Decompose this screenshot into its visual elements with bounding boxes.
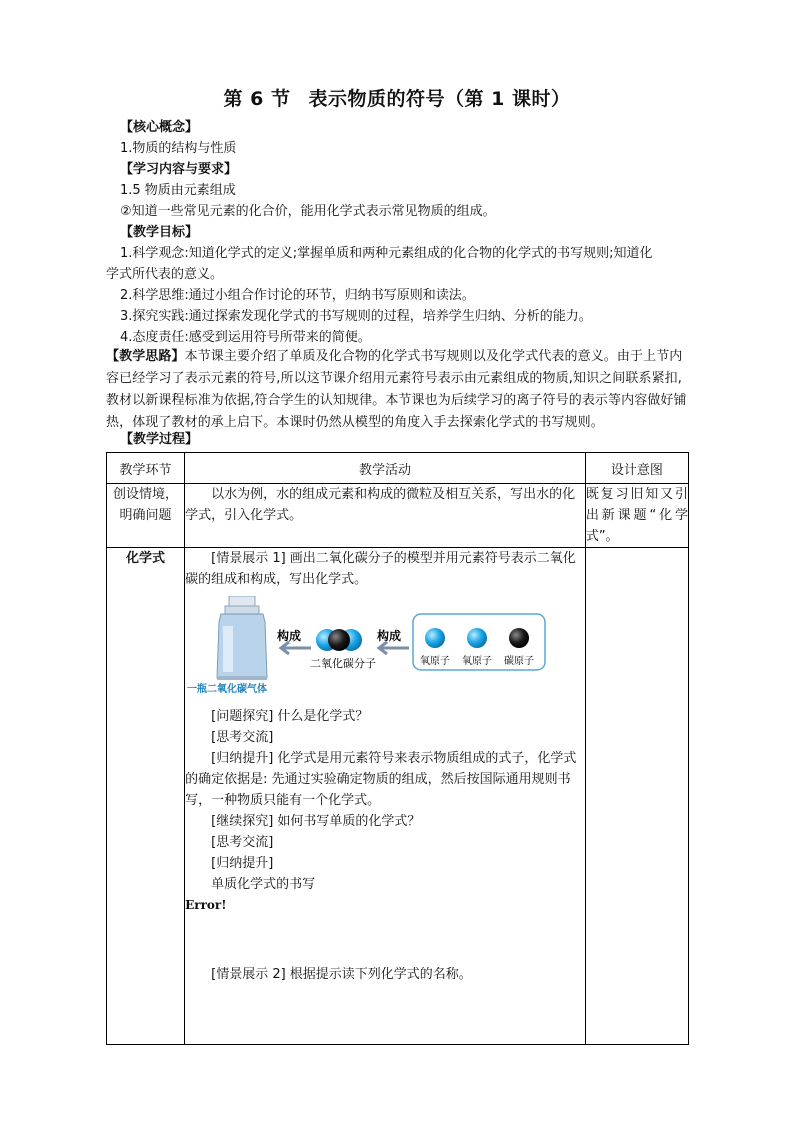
oxygen-atom-icon — [425, 628, 445, 648]
summary-2: [归纳提升] — [211, 856, 274, 871]
row2-intent — [585, 548, 688, 1045]
table-row — [107, 548, 689, 1045]
think-discuss-2: [思考交流] — [211, 835, 274, 850]
row2-stage: 化学式 — [107, 548, 185, 1045]
think-discuss-1: [思考交流] — [211, 730, 274, 745]
oxygen-atom-icon — [467, 628, 487, 648]
content-item-1: 1.5 物质由元素组成 — [120, 183, 236, 198]
arrow1-label: 构成 — [277, 629, 302, 643]
atom-label-carbon: 碳原子 — [504, 656, 535, 667]
molecule-carbon-atom — [328, 629, 350, 651]
scene-display-2: [情景展示 2] 根据提示读下列化学式的名称。 — [211, 967, 472, 982]
scene-display-1: [情景展示 1] 画出二氧化碳分子的模型并用元素符号表示二氧化碳的组成和构成，写出化学式。 — [185, 551, 576, 587]
goal-1b: 学式所代表的意义。 — [106, 267, 224, 282]
header-intent: 设计意图 — [585, 453, 688, 484]
goals-heading: 【教学目标】 — [120, 225, 199, 240]
goal-3: 3.探究实践:通过探索发现化学式的书写规则的过程，培养学生归纳、分析的能力。 — [120, 309, 592, 324]
co2-diagram — [185, 596, 585, 696]
elemental-formula-writing: 单质化学式的书写 — [211, 877, 316, 892]
gas-bottle-icon — [217, 596, 267, 680]
row2-activity — [185, 548, 586, 1045]
core-concept-heading: 【核心概念】 — [120, 120, 199, 135]
header-activity: 教学活动 — [185, 453, 586, 484]
goal-2: 2.科学思维:通过小组合作讨论的环节，归纳书写原则和读法。 — [120, 288, 475, 303]
bottle-caption: 一瓶二氧化碳气体 — [187, 684, 268, 695]
molecule-label: 二氧化碳分子 — [310, 657, 377, 670]
continue-explore: [继续探究] 如何书写单质的化学式？ — [211, 814, 421, 829]
arrow2-left-icon — [379, 642, 409, 654]
page-title: 第 6 节 表示物质的符号（第 1 课时） — [223, 88, 571, 110]
goal-4: 4.态度责任:感受到运用符号所带来的简便。 — [120, 330, 371, 345]
carbon-atom-icon — [509, 628, 529, 648]
arrow1-left-icon — [281, 642, 311, 654]
table-header-row — [107, 453, 689, 484]
co2-molecule-icon — [316, 629, 362, 651]
error-text: Error! — [185, 898, 227, 912]
co2-model-svg — [185, 596, 565, 696]
content-heading: 【学习内容与要求】 — [120, 162, 238, 177]
row1-stage: 创设情境，明确问题 — [107, 484, 185, 548]
arrow2-label: 构成 — [377, 629, 402, 643]
table-row — [107, 484, 689, 548]
core-concept-item: 1.物质的结构与性质 — [120, 141, 237, 156]
question-explore: [问题探究] 什么是化学式？ — [211, 709, 369, 724]
header-stage: 教学环节 — [107, 453, 185, 484]
atom-label-oxygen-1: 氧原子 — [420, 656, 451, 667]
row1-intent: 既复习旧知又引出新课题“化学式”。 — [585, 484, 688, 548]
teaching-thinking: 【教学思路】本节课主要介绍了单质及化合物的化学式书写规则以及化学式代表的意义。由于上节内容已经学习了表示元素的符号,所以这节课介绍用元素符号表示由元素组成的物质,知识之间联系紧扣,教材以新课程标准为依据,符合学生的认知规律。本节课也为后续学习的离子符号的表示等内容做好铺热，体现了教材的承上启下。本课时仍然从模型的角度入手去探索化学式的书写规则。 — [106, 349, 687, 430]
goal-1a: 1.科学观念:知道化学式的定义;掌握单质和两种元素组成的化合物的化学式的书写规则;知道化 — [120, 246, 653, 261]
atom-label-oxygen-2: 氧原子 — [462, 656, 493, 667]
row1-activity: 以水为例，水的组成元素和构成的微粒及相互关系，写出水的化学式，引入化学式。 — [185, 484, 586, 548]
process-heading: 【教学过程】 — [120, 432, 199, 447]
teaching-process-table — [106, 452, 689, 1045]
content-item-2: ②知道一些常见元素的化合价，能用化学式表示常见物质的组成。 — [120, 204, 496, 219]
summary-1: [归纳提升] 化学式是用元素符号来表示物质组成的式子，化学式的确定依据是: 先通过实验确定物质的组成，然后按国际通用规则书写，一种物质只能有一个化学式。 — [185, 751, 577, 808]
